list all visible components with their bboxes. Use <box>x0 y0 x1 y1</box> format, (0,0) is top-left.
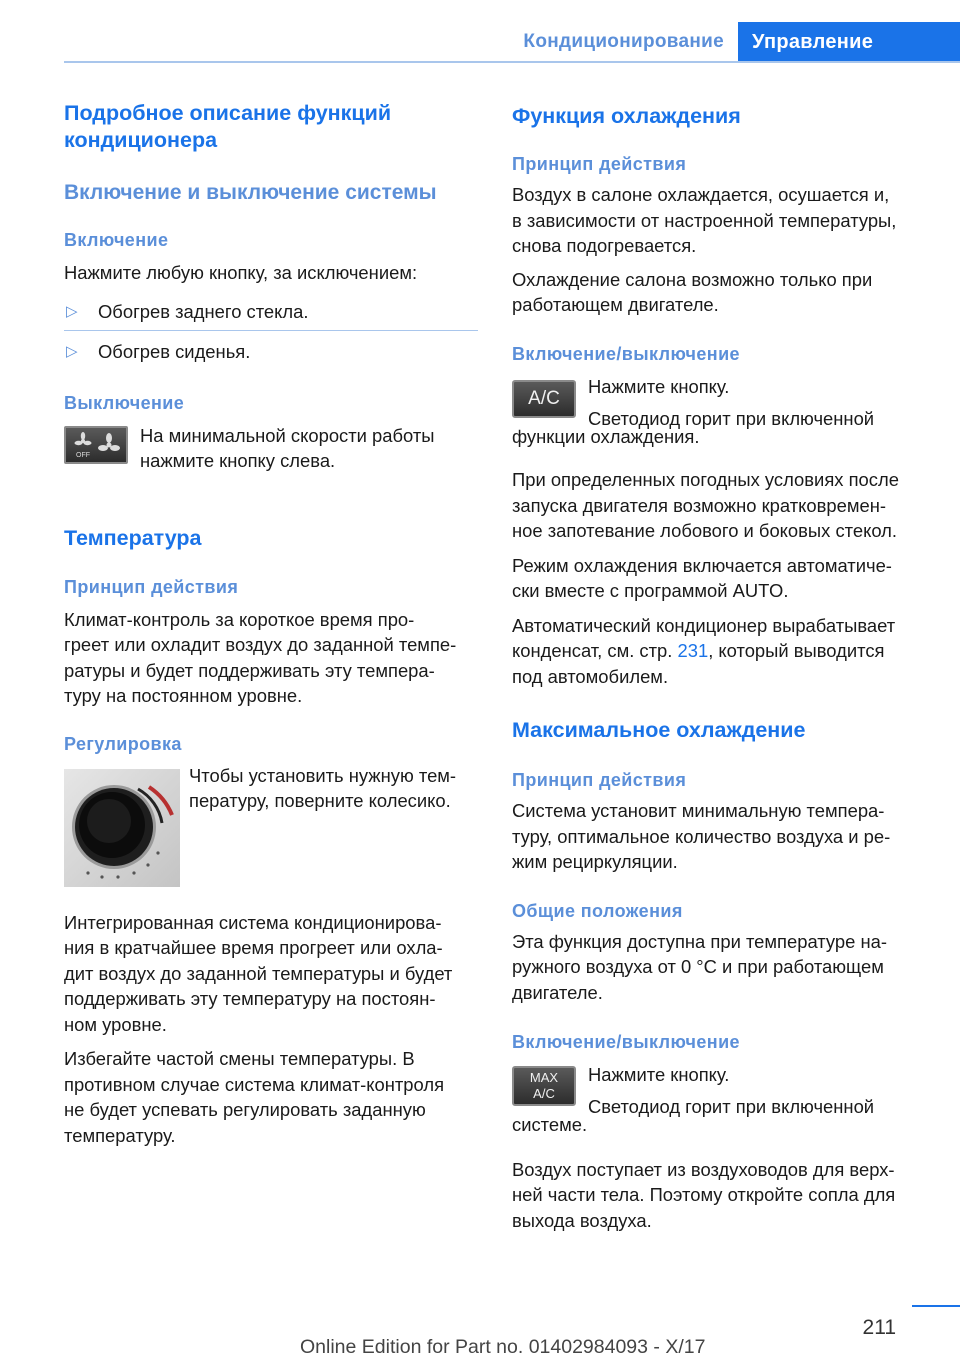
max-press-text: Нажмите кнопку. <box>588 1064 730 1085</box>
text-line: Интегрированная система кондиционирова- <box>64 911 442 933</box>
list-item <box>64 299 478 325</box>
on-text: Нажмите любую кнопку, за исключением: <box>64 262 418 283</box>
text-line: жим рециркуляции. <box>512 851 678 872</box>
text-fragment: конденсат, см. стр. <box>512 640 678 661</box>
text-line <box>512 638 932 664</box>
max-ac-instruction <box>512 1062 932 1117</box>
svg-text:OFF: OFF <box>76 451 90 459</box>
left-column <box>64 96 478 1148</box>
temperature-principle-heading: Принцип действия <box>64 576 239 597</box>
list-divider <box>64 330 478 331</box>
text-line: ния в кратчайшее время прогреет или охла- <box>64 937 443 958</box>
text-line: Чтобы установить нужную тем- <box>189 764 457 786</box>
text-fragment: , который выводится <box>708 640 885 661</box>
right-column <box>512 96 932 1233</box>
ac-button-label: A/C <box>528 387 560 409</box>
general-text <box>512 929 932 1006</box>
adjust-instruction <box>64 763 478 893</box>
onoff-heading: Включение и выключение системы <box>64 181 437 204</box>
section-title-line: кондиционера <box>64 128 218 152</box>
adjust-text <box>189 763 479 814</box>
triangle-bullet-icon: ▷ <box>66 302 78 320</box>
text-line: Воздух поступает из воздуховодов для верх- <box>512 1158 895 1180</box>
list-item <box>64 339 478 365</box>
temperature-knob-image <box>64 769 180 887</box>
header-chapter-tab: Управление <box>738 22 960 62</box>
text-line: пературу, поверните колесико. <box>189 790 451 811</box>
condensate-text <box>512 613 932 690</box>
ac-press-text: Нажмите кнопку. <box>588 375 730 397</box>
off-text-line: нажмите кнопку слева. <box>140 450 336 471</box>
air-text <box>512 1157 932 1234</box>
text-line: ски вместе с программой AUTO. <box>512 580 789 601</box>
text-line: выхода воздуха. <box>512 1209 652 1231</box>
max-led-text: Светодиод горит при включенной <box>588 1096 875 1117</box>
footer-rule <box>912 1305 960 1307</box>
text-line: туру на постоянном уровне. <box>64 685 303 706</box>
cooling-heading: Функция охлаждения <box>512 104 741 128</box>
text-line: противном случае система климат-контроля <box>64 1073 445 1095</box>
text-line: не будет успевать регулировать заданную <box>64 1099 426 1120</box>
text-line: поддерживать эту температуру на постоян- <box>64 988 436 1009</box>
text-line: Режим охлаждения включается автоматиче- <box>512 554 892 576</box>
conditions-text <box>512 467 932 544</box>
page-link[interactable]: 231 <box>677 640 709 661</box>
temperature-knob-icon <box>64 769 180 887</box>
text-line: Климат-контроль за короткое время про- <box>64 608 415 630</box>
off-text-line: На минимальной скорости работы <box>140 424 435 446</box>
text-line: в зависимости от настроенной температуры, <box>512 209 897 231</box>
off-instruction <box>64 423 478 493</box>
max-ac-button-label: A/C <box>533 1086 555 1101</box>
ac-led-text: Светодиод горит при включенной <box>588 407 875 429</box>
max-cooling-heading: Максимальное охлаждение <box>512 718 806 742</box>
section-title <box>64 100 478 154</box>
max-principle-text <box>512 798 932 875</box>
cooling-onoff-heading: Включение/выключение <box>512 343 740 364</box>
list-item-text: Обогрев заднего стекла. <box>98 300 309 322</box>
avoid-text <box>64 1046 478 1148</box>
ac-led-text-cont: функции охлаждения. <box>512 425 700 447</box>
temperature-heading: Температура <box>64 525 202 550</box>
temperature-principle-text <box>64 607 478 709</box>
auto-text <box>512 553 932 604</box>
off-text <box>140 423 480 474</box>
text-line: Охлаждение салона возможно только при <box>512 268 873 290</box>
text-line: Эта функция доступна при температуре на- <box>512 930 887 952</box>
header-rule <box>64 61 960 63</box>
text-line: При определенных погодных условиях после <box>512 469 899 490</box>
triangle-bullet-icon: ▷ <box>66 343 78 360</box>
cooling-engine-text <box>512 267 932 318</box>
text-line: запуска двигателя возможно кратковремен- <box>512 494 886 516</box>
ac-button-image <box>512 380 576 418</box>
list-item-text: Обогрев сиденья. <box>98 341 251 362</box>
text-line: температуру. <box>64 1124 176 1146</box>
cooling-principle-text <box>512 182 932 259</box>
text-line: ное запотевание лобового и боковых стекол. <box>512 520 897 541</box>
text-line: Воздух в салоне охлаждается, осушается и, <box>512 184 890 205</box>
text-line: ружного воздуха от 0 °C и при работающем <box>512 956 884 977</box>
page-header <box>0 0 960 62</box>
text-line: греет или охладит воздух до заданной темпе- <box>64 634 457 655</box>
text-line: работающем двигателе. <box>512 294 719 315</box>
ac-instruction <box>512 374 932 429</box>
integrated-text <box>64 910 478 1038</box>
adjust-heading: Регулировка <box>64 733 182 754</box>
max-led-text-cont: системе. <box>512 1114 588 1135</box>
max-principle-heading: Принцип действия <box>512 770 687 790</box>
cooling-principle-heading: Принцип действия <box>512 154 687 174</box>
fan-off-button-image <box>64 426 128 464</box>
on-heading: Включение <box>64 230 169 250</box>
text-line: двигателе. <box>512 981 603 1003</box>
general-heading: Общие положения <box>512 900 683 921</box>
text-line: туру, оптимальное количество воздуха и ре- <box>512 825 891 847</box>
fan-off-icon <box>66 428 126 462</box>
text-line: ней части тела. Поэтому откройте сопла для <box>512 1184 896 1205</box>
text-line: снова подогревается. <box>512 235 697 256</box>
text-line: Автоматический кондиционер вырабатывает <box>512 614 896 636</box>
text-line: ном уровне. <box>64 1013 167 1035</box>
text-line: Система установит минимальную темпера- <box>512 800 885 821</box>
section-title-line: Подробное описание функций <box>64 101 392 125</box>
text-line: Избегайте частой смены температуры. В <box>64 1048 415 1069</box>
off-heading: Выключение <box>64 392 185 413</box>
text-line: под автомобилем. <box>512 665 669 687</box>
max-onoff-heading: Включение/выключение <box>512 1032 740 1052</box>
max-ac-button-image <box>512 1066 576 1106</box>
header-section-title: Кондиционирование <box>523 31 724 52</box>
text-line: ратуры и будет поддерживать эту темпера- <box>64 659 435 681</box>
page-number: 211 <box>862 1316 896 1339</box>
footer-edition: Online Edition for Part no. 01402984093 - X/17 <box>300 1336 706 1358</box>
max-ac-button-label: MAX <box>529 1070 559 1085</box>
text-line: дит воздух до заданной температуры и будет <box>64 962 453 984</box>
